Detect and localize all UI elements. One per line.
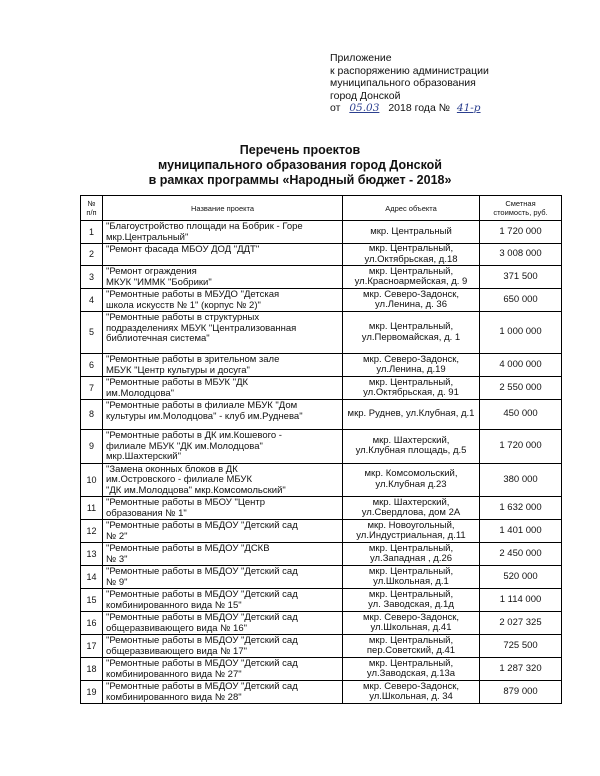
- row-number: 3: [81, 266, 103, 289]
- project-cost: 1 287 320: [480, 658, 562, 681]
- cell-text-line: МКУК "ИММК "Бобрики": [106, 276, 212, 288]
- cell-text-line: ул.Школьная, д.41: [370, 622, 452, 633]
- table-header-row: [81, 196, 562, 221]
- row-number: 14: [81, 566, 103, 589]
- table-row: [81, 658, 562, 681]
- project-address: [343, 589, 480, 612]
- project-address: [343, 377, 480, 400]
- project-cost: 2 450 000: [480, 543, 562, 566]
- table-row: [81, 400, 562, 430]
- cell-text-line: мкр. Центральный,: [368, 265, 454, 277]
- project-name: [103, 377, 343, 400]
- cell-text-line: "Ремонт фасада МБОУ ДОД "ДДТ": [106, 244, 260, 255]
- project-cost: 2 027 325: [480, 612, 562, 635]
- table-row: [81, 221, 562, 244]
- cell-text-line: мкр. Новоугольный,: [367, 519, 455, 531]
- title-line: Перечень проектов: [239, 143, 361, 157]
- cell-text-line: мкр. Центральный,: [368, 321, 454, 332]
- project-name: [103, 289, 343, 312]
- project-cost: 1 000 000: [480, 312, 562, 354]
- row-number: 11: [81, 497, 103, 520]
- cell-text-line: мкр. Центральный,: [368, 657, 454, 669]
- project-name: [103, 354, 343, 377]
- table-row: [81, 589, 562, 612]
- cell-text-line: "Ремонтные работы в МБДОУ "Детский сад: [106, 520, 298, 531]
- project-name: [103, 543, 343, 566]
- project-name: [103, 520, 343, 543]
- handwritten-number: 41-р: [456, 102, 481, 114]
- cell-text-line: мкр. Северо-Задонск,: [363, 680, 459, 692]
- project-cost: 371 500: [480, 266, 562, 289]
- projects-table: [80, 195, 562, 704]
- project-address: [343, 635, 480, 658]
- cell-text-line: комбинированного вида № 28": [106, 691, 242, 703]
- title-line: в рамках программы «Народный бюджет - 2018»: [148, 173, 452, 187]
- cell-text-line: комбинированного вида № 27": [106, 668, 242, 680]
- project-name: [103, 463, 343, 497]
- project-cost: 1 632 000: [480, 497, 562, 520]
- project-cost: 1 401 000: [480, 520, 562, 543]
- cell-text-line: ул.Красноармейская, д. 9: [354, 276, 468, 287]
- cell-text-line: общеразвивающего вида № 16": [106, 622, 247, 634]
- project-name: [103, 635, 343, 658]
- cell-text-line: "Ремонтные работы в МБДОУ "ДСКВ: [106, 543, 270, 554]
- row-number: 16: [81, 612, 103, 635]
- cell-text-line: "ДК им.Молодцова" мкр.Комсомольский": [106, 484, 286, 496]
- cell-text-line: "Ремонтные работы в МБДОУ "Детский сад: [106, 658, 298, 669]
- table-row: [81, 244, 562, 266]
- project-cost: 450 000: [480, 400, 562, 430]
- cell-text-line: ул. Заводская, д.1д: [368, 599, 454, 610]
- cell-text-line: ул.Ленина, д.19: [376, 364, 446, 375]
- cell-text-line: школа искусств № 1" (корпус № 2)": [106, 299, 261, 311]
- appendix-line: город Донской: [330, 89, 401, 102]
- handwritten-date: 05.03: [349, 102, 380, 114]
- table-row: [81, 566, 562, 589]
- project-address: [343, 543, 480, 566]
- cell-text-line: Сметная: [505, 199, 536, 208]
- cell-text-line: ул.Западная , д.26: [369, 553, 453, 564]
- cell-text-line: ул.Октябрьская, д.18: [364, 253, 458, 265]
- project-name: [103, 681, 343, 704]
- cell-text-line: № 2": [106, 530, 128, 542]
- cell-text-line: п/п: [86, 208, 97, 217]
- project-address: [343, 681, 480, 704]
- project-cost: 2 550 000: [480, 377, 562, 400]
- cell-text-line: "Ремонтные работы в МБУК "ДК: [106, 377, 249, 388]
- row-number: 1: [81, 221, 103, 244]
- project-name: [103, 266, 343, 289]
- cell-text-line: мкр. Шахтерский,: [372, 496, 450, 508]
- cell-text-line: подразделениях МБУК "Централизованная: [106, 322, 297, 334]
- table-row: [81, 312, 562, 354]
- cell-text-line: "Ремонтные работы в МБОУ "Центр: [106, 497, 266, 508]
- table-row: [81, 266, 562, 289]
- cell-text-line: ул.Первомайская, д. 1: [361, 331, 461, 343]
- project-cost: 725 500: [480, 635, 562, 658]
- project-name: [103, 400, 343, 430]
- project-name: [103, 244, 343, 266]
- cell-text-line: ул.Клубная д.23: [375, 478, 447, 490]
- cell-text-line: "Благоустройство площади на Бобрик - Горе: [106, 221, 303, 232]
- row-number: 17: [81, 635, 103, 658]
- project-address: [343, 244, 480, 266]
- cell-text-line: "Ремонтные работы в МБДОУ "Детский сад: [106, 566, 298, 577]
- row-number: 15: [81, 589, 103, 612]
- cell-text-line: ул.Свердлова, дом 2А: [361, 507, 461, 518]
- cell-text-line: ул.Клубная площадь, д.5: [355, 445, 467, 457]
- cell-text-line: "Ремонтные работы в МБДОУ "Детский сад: [106, 681, 298, 692]
- project-address: [343, 430, 480, 464]
- header-num: [81, 196, 103, 221]
- table-row: [81, 543, 562, 566]
- project-name: [103, 221, 343, 244]
- cell-text-line: ул.Школьная, д.1: [373, 576, 449, 587]
- cell-text-line: стоимость, руб.: [493, 208, 548, 217]
- appendix-line: муниципального образования: [330, 77, 476, 89]
- cell-text-line: мкр. Центральный,: [368, 588, 454, 600]
- cell-text-line: "Ремонтные работы в МБДОУ "Детский сад: [106, 612, 298, 623]
- table-row: [81, 289, 562, 312]
- cell-text-line: № 9": [106, 576, 128, 588]
- cell-text-line: "Ремонтные работы в филиале МБУК "Дом: [106, 400, 298, 411]
- table-row: [81, 635, 562, 658]
- header-cost: [480, 196, 562, 221]
- project-name: [103, 658, 343, 681]
- document-title: [0, 143, 600, 188]
- cell-text-line: мкр. Шахтерский,: [372, 434, 450, 446]
- row-number: 10: [81, 463, 103, 497]
- cell-text-line: ул.Октябрьская, д. 91: [363, 387, 459, 398]
- row-number: 5: [81, 312, 103, 354]
- row-number: 7: [81, 377, 103, 400]
- cell-text-line: комбинированного вида № 15": [106, 599, 242, 611]
- cell-text-line: общеразвивающего вида № 17": [106, 645, 247, 657]
- appendix-line: Приложение: [330, 52, 392, 64]
- project-cost: 3 008 000: [480, 244, 562, 266]
- cell-text-line: мкр. Руднев, ул.Клубная, д.1: [347, 408, 475, 420]
- cell-text-line: ул.Школьная, д. 34: [369, 691, 453, 702]
- project-name: [103, 430, 343, 464]
- table-row: [81, 354, 562, 377]
- appendix-block: [330, 52, 489, 115]
- cell-text-line: мкр.Центральный": [106, 231, 189, 243]
- project-cost: 1 720 000: [480, 430, 562, 464]
- table-row: [81, 463, 562, 497]
- cell-text-line: "Ремонтные работы в МБДОУ "Детский сад: [106, 635, 298, 646]
- cell-text-line: мкр. Северо-Задонск,: [363, 353, 459, 365]
- project-cost: 4 000 000: [480, 354, 562, 377]
- row-number: 19: [81, 681, 103, 704]
- cell-text-line: "Ремонтные работы в зрительном зале: [106, 354, 280, 365]
- row-number: 12: [81, 520, 103, 543]
- cell-text-line: библиотечная система": [106, 333, 210, 344]
- cell-text-line: "Ремонт ограждения: [106, 266, 197, 277]
- cell-text-line: образования № 1": [106, 507, 187, 519]
- row-number: 2: [81, 244, 103, 266]
- project-address: [343, 658, 480, 681]
- cell-text-line: "Замена оконных блоков в ДК: [106, 463, 238, 475]
- header-address: [343, 196, 480, 221]
- year-text: 2018 года №: [388, 102, 450, 114]
- project-address: [343, 221, 480, 244]
- cell-text-line: "Ремонтные работы в МБДОУ "Детский сад: [106, 589, 298, 600]
- appendix-date-line: [330, 102, 489, 115]
- cell-text-line: мкр. Центральный,: [368, 565, 454, 577]
- project-cost: 1 114 000: [480, 589, 562, 612]
- project-address: [343, 354, 480, 377]
- cell-text-line: ул.Индустриальная, д.11: [356, 530, 466, 541]
- project-address: [343, 520, 480, 543]
- header-name: [103, 196, 343, 221]
- project-name: [103, 612, 343, 635]
- cell-text-line: ул.Ленина, д. 36: [375, 299, 447, 310]
- project-name: [103, 589, 343, 612]
- cell-text-line: мкр. Центральный,: [368, 243, 454, 254]
- project-address: [343, 566, 480, 589]
- cell-text-line: Название проекта: [190, 203, 255, 213]
- cell-text-line: Адрес объекта: [385, 203, 437, 213]
- project-address: [343, 312, 480, 354]
- project-address: [343, 463, 480, 497]
- cell-text-line: мкр. Северо-Задонск,: [363, 288, 459, 300]
- project-name: [103, 312, 343, 354]
- cell-text-line: им.Островского - филиале МБУК: [106, 474, 252, 485]
- cell-text-line: ул.Заводская, д.13а: [366, 668, 456, 679]
- project-cost: 650 000: [480, 289, 562, 312]
- cell-text-line: мкр. Центральный,: [368, 634, 454, 646]
- project-address: [343, 266, 480, 289]
- date-prefix: от: [330, 102, 341, 114]
- cell-text-line: им.Молодцова": [106, 387, 175, 399]
- row-number: 13: [81, 543, 103, 566]
- table-row: [81, 612, 562, 635]
- cell-text-line: мкр.Шахтерский": [106, 451, 181, 462]
- project-cost: 879 000: [480, 681, 562, 704]
- cell-text-line: мкр. Центральный: [370, 225, 452, 237]
- cell-text-line: №: [87, 199, 96, 208]
- table-row: [81, 520, 562, 543]
- row-number: 18: [81, 658, 103, 681]
- cell-text-line: мкр. Центральный,: [368, 376, 454, 388]
- table-row: [81, 377, 562, 400]
- table-body: [81, 221, 562, 704]
- project-address: [343, 289, 480, 312]
- cell-text-line: МБУК "Центр культуры и досуга": [106, 364, 250, 376]
- project-address: [343, 400, 480, 430]
- cell-text-line: мкр. Центральный,: [368, 542, 454, 554]
- table-row: [81, 430, 562, 464]
- row-number: 6: [81, 354, 103, 377]
- project-address: [343, 612, 480, 635]
- row-number: 9: [81, 430, 103, 464]
- cell-text-line: филиале МБУК "ДК им.Молодцова": [106, 440, 263, 452]
- cell-text-line: пер.Советский, д.41: [366, 645, 456, 656]
- table-row: [81, 497, 562, 520]
- title-line: муниципального образования город Донской: [157, 158, 442, 172]
- cell-text-line: "Ремонтные работы в МБУДО "Детская: [106, 289, 280, 300]
- project-cost: 380 000: [480, 463, 562, 497]
- project-name: [103, 497, 343, 520]
- row-number: 8: [81, 400, 103, 430]
- project-name: [103, 566, 343, 589]
- cell-text-line: "Ремонтные работы в структурных: [106, 312, 260, 323]
- table-row: [81, 681, 562, 704]
- row-number: 4: [81, 289, 103, 312]
- cell-text-line: мкр. Северо-Задонск,: [363, 611, 459, 623]
- cell-text-line: культуры им.Молодцова" - клуб им.Руднева": [106, 410, 303, 422]
- cell-text-line: мкр. Комсомольский,: [364, 468, 458, 480]
- appendix-line: к распоряжению администрации: [330, 64, 489, 77]
- cell-text-line: "Ремонтные работы в ДК им.Кошевого -: [106, 430, 282, 441]
- project-address: [343, 497, 480, 520]
- cell-text-line: № 3": [106, 553, 128, 565]
- project-cost: 1 720 000: [480, 221, 562, 244]
- project-cost: 520 000: [480, 566, 562, 589]
